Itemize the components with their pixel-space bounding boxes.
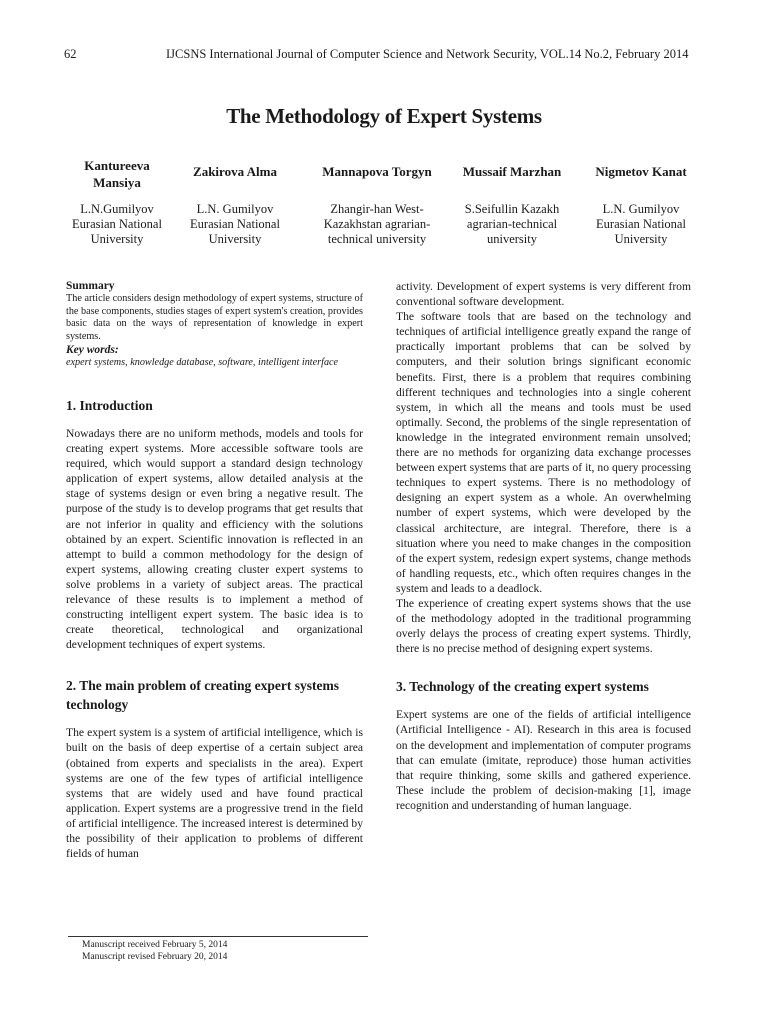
author-name: Mannapova Torgyn [322, 164, 432, 179]
author-block [583, 157, 699, 247]
author-name: Nigmetov Kanat [595, 164, 687, 179]
author-affiliation: L.N. Gumilyov Eurasian National University [190, 202, 280, 246]
keywords-text: expert systems, knowledge database, software, intelligent interface [66, 357, 339, 369]
author-name: Mussaif Marzhan [462, 164, 562, 179]
footnote-revised: Manuscript revised February 20, 2014 [82, 952, 228, 962]
right-column [396, 279, 691, 813]
author-affiliation: S.Seifullin Kazakh agrarian-technical university [464, 202, 560, 246]
summary-text: The article considers design methodology of expert systems, structure of the base components, studies stages of expert system's creation, provides basic data on the ways of representation of knowledge in expert systems. [66, 293, 363, 342]
main-problem-text: The expert system is a system of artificial intelligence, which is built on the basis of deep expertise of a certain subject area (obtained from experts and specialists in the area). Expert systems are one of the few types of artificial intelligence systems that are widely used and have found practical application. Expert systems are a progressive trend in the field of artificial intelligence. The increased interest is determined by the possibility of their application to problems of different fields of human [66, 726, 363, 861]
author-affiliation: L.N. Gumilyov Eurasian National University [596, 202, 686, 246]
section-heading-main-problem: 2. The main problem of creating expert systems technology [66, 678, 339, 713]
paper-title: The Methodology of Expert Systems [226, 104, 542, 128]
left-column [66, 279, 363, 861]
running-head: IJCSNS International Journal of Computer Science and Network Security, VOL.14 No.2, February 2014 [166, 47, 689, 61]
introduction-text: Nowadays there are no uniform methods, models and tools for creating expert systems. More accessible software tools are required, which would support a standard design technology application of expert systems, allow detailed analysis at the stage of systems design or even bring a negative result. The purpose of the study is to develop programs that get results that are not inferior in quality and efficiency with the solutions obtained by an expert. Scientific innovation is reflected in an attempt to build a common methodology for the design of expert systems, allowing creating cluster expert systems to solve problems in a variety of subject areas. The practical relevance of these results is to implement a method of constructing intelligent expert system. The basic idea is to create theoretical, technological and organizational development techniques of expert systems. [66, 426, 363, 652]
footnote-received: Manuscript received February 5, 2014 [82, 940, 228, 950]
author-affiliation: Zhangir-han West-Kazakhstan agrarian-technical university [323, 202, 431, 246]
footnote-rule [68, 936, 368, 937]
footnote [82, 939, 227, 963]
main-problem-continuation: activity. Development of expert systems is very different from conventional software development. [396, 280, 691, 309]
author-affiliation: L.N.Gumilyov Eurasian National University [72, 202, 162, 246]
main-problem-paragraph: The software tools that are based on the technology and techniques of artificial intelligence greatly expand the range of practically important problems that can be solved by computers, and their solution brings significant economic benefits. First, there is a problem that requires combining different techniques and technologies into a single coherent system, in which all the means and tools must be used optimally. Second, the problems of the single representation of knowledge in the integrated environment remain unsolved; there are no methods for organizing data exchange processes between expert systems that are parts of it, no query processing techniques to expert systems. There is no methodology of designing an expert system as a whole. An overwhelming number of expert systems, which were developed by the classical architecture, are integral. Therefore, there is a situation where you need to make changes in the composition of the expert system, redesign expert systems, change methods of handling requests, etc., which often requires changes in the system and leads to a deadlock. [396, 310, 691, 595]
author-block [307, 157, 447, 247]
summary-heading: Summary [66, 280, 115, 292]
section-heading-introduction: 1. Introduction [66, 397, 153, 413]
page-number: 62 [64, 47, 77, 61]
author-name: Zakirova Alma [193, 164, 277, 179]
author-block [180, 157, 290, 247]
technology-text: Expert systems are one of the fields of artificial intelligence (Artificial Intelligence - AI). Research in this area is focused on the development and implementation of computer programs that can emulate (imitate, reproduce) those human activities that require thinking, some skills and gathered experience. These include the problem of decision-making [1], image recognition and understanding of human language. [396, 708, 691, 812]
main-problem-paragraph: The experience of creating expert systems shows that the use of the methodology adopted in the traditional programming overly delays the process of creating expert systems. Thirdly, there is no precise method of designing expert systems. [396, 596, 691, 656]
author-block [62, 157, 172, 247]
section-heading-technology: 3. Technology of the creating expert systems [396, 679, 649, 695]
author-block [452, 157, 572, 247]
author-name: Kantureeva Mansiya [84, 158, 150, 190]
keywords-heading: Key words: [66, 344, 119, 357]
